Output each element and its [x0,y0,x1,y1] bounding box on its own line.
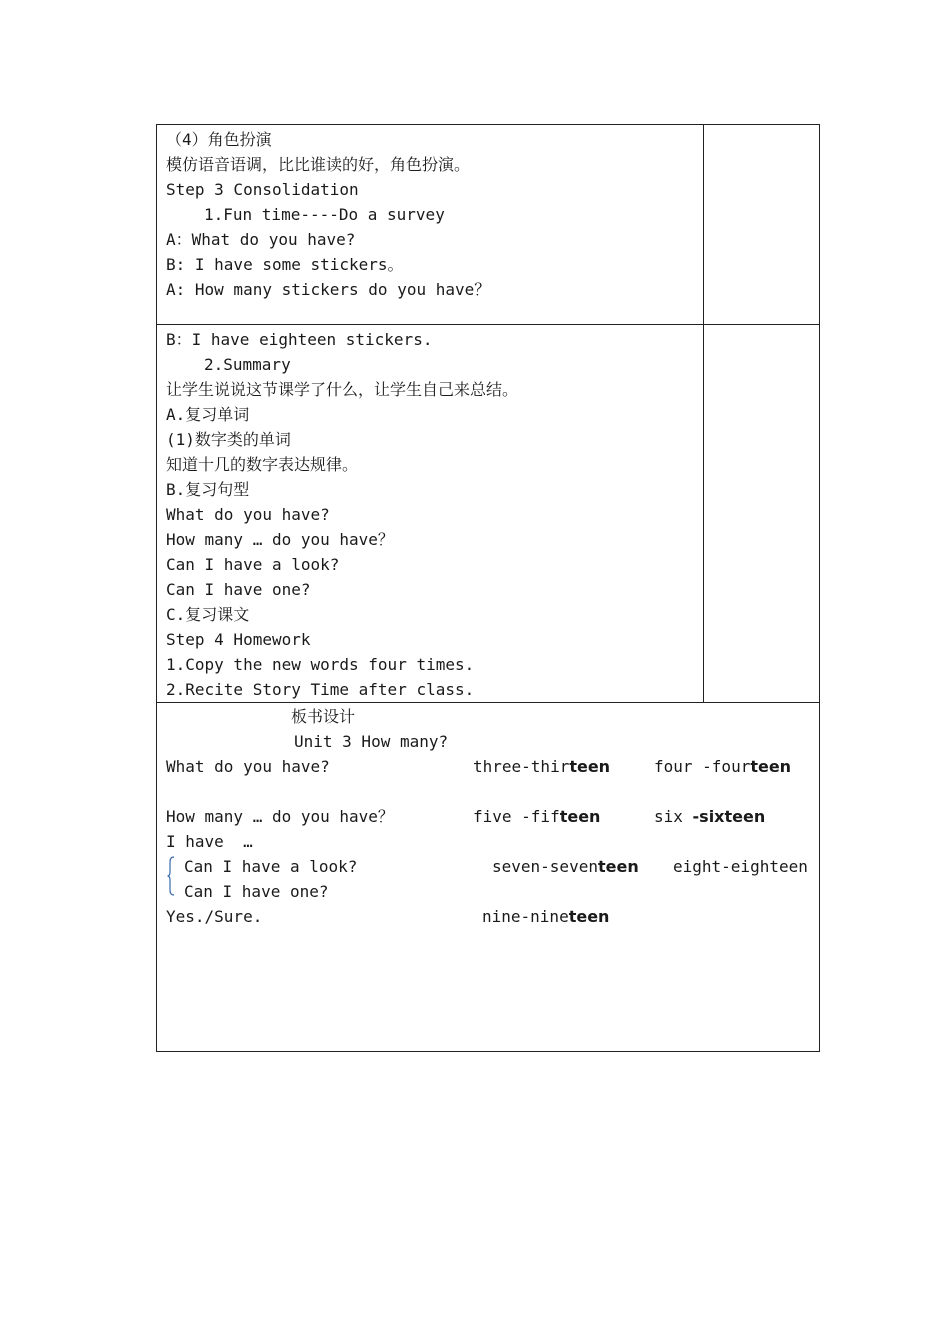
number-word-19 [482,904,609,929]
number-base: three-thir [473,757,570,776]
procedure-cell [157,125,704,325]
teen-suffix: teen [568,907,610,926]
number-word-14 [654,754,791,779]
procedure-cell [157,325,704,703]
text-line: 2.Summary [204,355,291,374]
notes-cell [704,125,820,325]
number-base: seven-seven [492,857,598,876]
text-line: 让学生说说这节课学了什么，让学生自己来总结。 [166,380,519,399]
unit-title: Unit 3 How many? [294,732,449,751]
text-line: A: How many stickers do you have？ [166,280,491,299]
text-line: 知道十几的数字表达规律。 [166,455,359,474]
text-line: (1)数字类的单词 [166,430,291,449]
board-heading: 板书设计 [291,707,356,726]
number-word-15 [473,804,600,829]
text-line: （4）角色扮演 [166,130,272,149]
text-line: C.复习课文 [166,605,250,624]
sentence-what-do-you-have: What do you have? [166,757,330,776]
teen-suffix: teen [597,857,639,876]
text-line: How many … do you have？ [166,530,394,549]
text-line: Can I have one? [166,580,311,599]
notes-cell [704,325,820,703]
number-word-13 [473,754,610,779]
text-line: 2.Recite Story Time after class. [166,680,475,699]
left-brace-icon [167,856,175,896]
number-word-18: eight-eighteen [673,857,808,876]
teen-suffix: -sixteen [692,807,766,826]
text-line: B：I have eighteen stickers. [166,330,433,349]
text-line: Can I have a look? [166,555,340,574]
teen-suffix: teen [750,757,792,776]
blackboard-design-cell [157,703,820,1052]
number-base: nine-nine [482,907,569,926]
teen-suffix: teen [569,757,611,776]
text-line: Step 3 Consolidation [166,180,359,199]
number-word-17 [492,854,639,879]
sentence-yes-sure: Yes./Sure. [166,907,263,926]
text-line: B: I have some stickers。 [166,255,404,274]
sentence-can-i-have-a-look: Can I have a look? [184,857,358,876]
sentence-how-many: How many … do you have？ [166,807,394,826]
sentence-can-i-have-one: Can I have one? [184,882,329,901]
text-line: A：What do you have? [166,230,356,249]
text-line: A.复习单词 [166,405,250,424]
text-line: 1.Copy the new words four times. [166,655,475,674]
text-line: Step 4 Homework [166,630,311,649]
text-line: What do you have? [166,505,330,524]
table-row [157,703,820,1052]
text-line: 模仿语音语调，比比谁读的好，角色扮演。 [166,155,471,174]
table-row [157,125,820,325]
table-row [157,325,820,703]
sentence-i-have: I have … [166,832,253,851]
number-base: six [654,807,693,826]
lesson-plan-table [156,124,820,1052]
number-base: four -four [654,757,751,776]
text-line: 1.Fun time----Do a survey [204,205,445,224]
text-line: B.复习句型 [166,480,250,499]
number-word-16 [654,804,765,829]
teen-suffix: teen [559,807,601,826]
number-base: five -fif [473,807,560,826]
